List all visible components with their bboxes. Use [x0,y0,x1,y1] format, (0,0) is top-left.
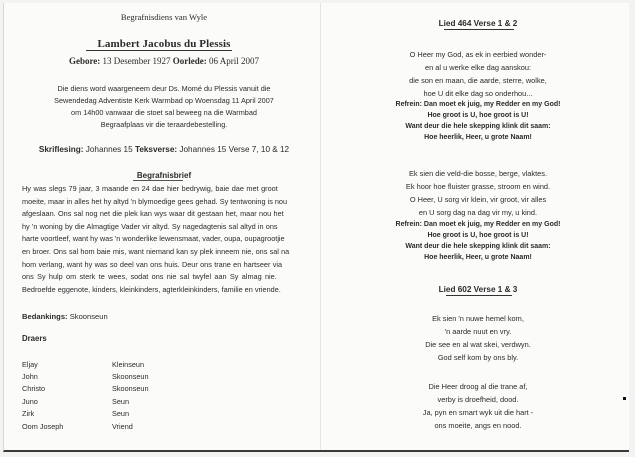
hymn-1-verse-2-line: Ek sien die veld-die bosse, berge, vlaktes. [408,169,548,178]
obituary-line: hom verlang, want hy was so deel van ons huis. Deur ons trane en hartseer via [22,259,283,269]
hymn-1-verse-2-line: en U sorg dag na dag vir my, u kind. [418,208,538,217]
service-info-line: Begraafplaas vir die teraardebestelling. [100,120,228,129]
obituary-line: afgeslaan. Ons sal nog net die plek kan wys waar dit gestaan het, maar nou het [22,209,284,219]
hymn-1-line: O Heer my God, as ek in eerbied wonder- [409,50,547,59]
born-date: 13 Desember 1927 [102,56,171,66]
pallbearer-relation: Seun [112,409,130,418]
hymn-1-refrain-line: Hoe heerlik, Heer, u grote Naam! [424,134,532,141]
pallbearer-name: John [22,372,38,381]
name-underline [86,50,232,51]
scripture-text: Johannes 15 [85,145,133,154]
born-label: Gebore: [68,56,101,66]
hymn-2-verse-3-line: ons moeite, angs en nood. [434,421,522,430]
hymn-2-line: 'n aarde nuut en vry. [444,327,512,336]
pallbearer-name: Christo [22,384,46,393]
hymn-1-refrain-line: Want deur die hele skepping klink dit saam: [405,123,551,130]
acknowledgements [22,312,108,321]
life-dates [22,56,306,66]
died-date: 06 April 2007 [209,56,260,66]
hymn-1-verse-2-line: Ek hoor hoe fluister grasse, stroom en wind. [405,182,551,191]
hymn-1-verse-2-refrain: Hoe groot is U, hoe groot is U! [427,232,529,239]
hymn-1-refrain-line: Refrein: Dan moet ek juig, my Redder en my God! [395,101,561,108]
hymn-2-line: Ek sien 'n nuwe hemel kom, [432,314,524,323]
pallbearer-name: Oom Joseph [22,422,64,431]
program-sheet [3,3,629,452]
hymn-2-heading: Lied 602 Verse 1 & 3 [438,285,518,294]
hymn-1-heading: Lied 464 Verse 1 & 2 [438,19,518,28]
pallbearer-relation: Kleinseun [112,360,145,369]
obituary-line: harte voortleef, want hy was 'n wonderlike lewensmaat, vader, oupa, oupagrootjie [22,234,285,244]
hymn-1-heading-underline [444,29,514,30]
hymn-1-verse-2-refrain: Refrein: Dan moet ek juig, my Redder en my God! [395,221,561,228]
hymn-1-line: die son en maan, die aarde, sterre, wolke, [409,76,547,85]
pallbearers-heading: Draers [22,334,47,343]
service-info-line: Die diens word waargeneem deur Ds. Momé du Plessis vanuit die [57,84,271,93]
hymn-1-refrain-line: Hoe groot is U, hoe groot is U! [427,112,529,119]
obituary-text [22,183,306,296]
service-info-line: om 14h00 vanwaar die stoet sal beweeg na die Warmbad [71,108,257,117]
thanks-value: Skoonseun [69,312,108,321]
deceased-name: Lambert Jacobus du Plessis [97,38,231,50]
obituary-line: hy 'n woning by die Almagtige Vader vir altyd. Sy nagedagtenis sal altyd in ons [22,221,278,231]
scan-speck [623,397,626,400]
obituary-line: en broer. Ons sal hom baie mis, want niemand kan sy plek inneem nie, ons sal na [22,246,290,256]
page-fold-line [320,3,321,450]
hymn-1-verse-2-line: O Heer, U sorg vir klein, vir groot, vir alles [409,195,547,204]
hymn-1-verse-2-refrain: Hoe heerlik, Heer, u grote Naam! [424,254,532,261]
hymn-1-line: en al u werke elke dag aanskou: [424,63,531,72]
text-label: Teksverse: [134,145,178,154]
pallbearer-relation: Skoonseun [112,384,149,393]
obituary-line: Hy was slegs 79 jaar, 3 maande en 24 dae hier bedrywig, baie dae met groot [22,184,278,193]
hymn-1-line: hoe U dit elke dag so onderhou... [423,89,533,98]
pallbearer-relation: Skoonseun [112,372,149,381]
obituary-line: ons Sy hulp om sterk te wees, sodat ons nie sal twyfel aan Sy almag nie. [22,272,277,282]
hymn-2-verse-3-line: verby is droefheid, dood. [437,395,519,404]
scripture-label: Skriflesing: [38,145,84,154]
pallbearer-name: Eljay [22,360,38,369]
service-info-line: Sewendedag Adventiste Kerk Warmbad op Woensdag 11 April 2007 [54,96,274,105]
text-value: Johannes 15 Verse 7, 10 & 12 [179,145,290,154]
hymn-2-line: Die see en al wat skei, verdwyn. [425,340,531,349]
obituary-heading: Begrafnisbrief [136,171,192,180]
pallbearer-relation: Seun [112,397,130,406]
hymn-2-verse-3-line: Ja, pyn en smart wyk uit die hart - [422,408,534,417]
pallbearer-name: Juno [22,397,38,406]
thanks-label: Bedankings: [22,312,68,321]
hymn-2-line: God self kom by ons bly. [437,353,519,362]
obituary-line: moeite, maar in alles het hy altyd 'n blymoedige gees gehad. Sy tentwoning is nou [22,196,288,206]
hymn-1-verse-2-refrain: Want deur die hele skepping klink dit saam: [405,243,551,250]
service-info [22,83,306,131]
obituary-line: Bedroefde eggenote, kinders, kleinkinders, agterkleinkinders, familie en vriende. [22,284,281,294]
pallbearer-relation: Vriend [112,422,133,431]
obituary-heading-underline [133,180,183,181]
died-label: Oorlede: [172,56,207,66]
pallbearer-name: Zirk [22,409,35,418]
hymn-2-heading-underline [446,295,512,296]
scripture-line [22,145,306,154]
hymn-2-verse-3-line: Die Heer droog al die trane af, [428,382,528,391]
service-title: Begrafnisdiens van Wyle [120,12,208,22]
